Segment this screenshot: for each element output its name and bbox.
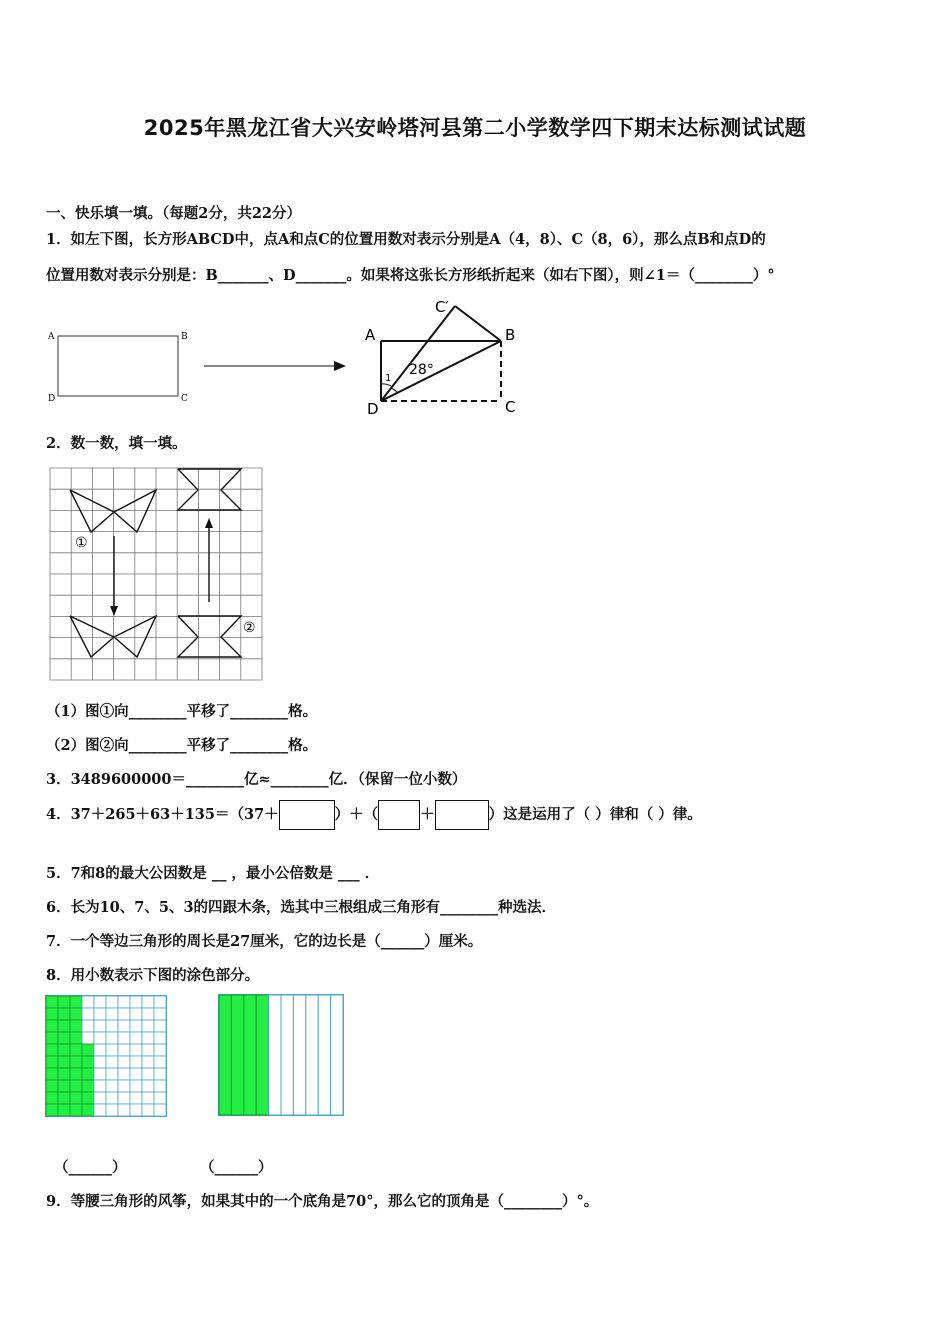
answer-blank-2: （______） xyxy=(200,1159,273,1176)
question-1-line-2: 位置用数对表示分别是：B_______、D_______。如果将这张长方形纸折起来（如右下图），则∠1＝（________）° xyxy=(46,267,775,284)
grid-cell xyxy=(94,1104,106,1116)
page-title: 2025年黑龙江省大兴安岭塔河县第二小学数学四下期末达标测试试题 xyxy=(143,116,807,140)
grid-cell xyxy=(46,1044,58,1056)
grid-cell xyxy=(70,1104,82,1116)
question-2-sub-2: （2）图②向________平移了________格。 xyxy=(46,737,318,754)
blank-box-2[interactable] xyxy=(378,800,420,830)
grid-cell xyxy=(106,996,118,1008)
grid-cell xyxy=(58,1056,70,1068)
grid-cell xyxy=(118,1044,130,1056)
grid-cell xyxy=(82,1104,94,1116)
grid-cell xyxy=(82,996,94,1008)
grid-cell xyxy=(70,1080,82,1092)
label-d: D xyxy=(48,394,56,404)
grid-cell xyxy=(142,1056,154,1068)
grid-cell xyxy=(82,1080,94,1092)
grid-cell xyxy=(142,1068,154,1080)
grid-cell xyxy=(130,1044,142,1056)
grid-cell xyxy=(58,1032,70,1044)
grid-cell xyxy=(58,1008,70,1020)
grid-cell xyxy=(58,1092,70,1104)
grid-cell xyxy=(82,1032,94,1044)
grid-cell xyxy=(94,1032,106,1044)
grid-cell xyxy=(154,996,166,1008)
tenth-strip xyxy=(293,995,305,1115)
grid-cell xyxy=(94,1020,106,1032)
grid-cell xyxy=(70,1008,82,1020)
grid-cell xyxy=(142,1104,154,1116)
grid-cell xyxy=(106,1080,118,1092)
tenth-strip xyxy=(256,995,268,1115)
grid-cell xyxy=(106,1104,118,1116)
grid-cell xyxy=(130,1020,142,1032)
grid-cell xyxy=(154,1104,166,1116)
grid-cell xyxy=(46,1056,58,1068)
grid-cell xyxy=(58,1068,70,1080)
grid-cell xyxy=(70,1056,82,1068)
grid-cell xyxy=(94,1080,106,1092)
tenth-strip xyxy=(219,995,231,1115)
grid-cell xyxy=(154,1080,166,1092)
grid-cell xyxy=(46,1092,58,1104)
grid-cell xyxy=(94,1044,106,1056)
grid-cell xyxy=(82,1008,94,1020)
grid-cell xyxy=(154,1032,166,1044)
question-8: 8．用小数表示下图的涂色部分。 xyxy=(46,967,260,984)
q4-part-1: 4．37＋265＋63＋135＝（37＋ xyxy=(46,806,279,823)
tenth-strip xyxy=(269,995,281,1115)
rectangle-abcd-figure xyxy=(44,328,194,408)
q4-part-2: ）＋（ xyxy=(334,806,379,823)
grid-cell xyxy=(118,996,130,1008)
question-2-sub-1: （1）图①向________平移了________格。 xyxy=(46,703,318,720)
grid-cell xyxy=(154,1068,166,1080)
grid-cell xyxy=(46,1008,58,1020)
grid-cell xyxy=(46,1020,58,1032)
q4-part-3: ＋ xyxy=(420,806,435,823)
angle-one-label: 1 xyxy=(385,373,392,384)
grid-cell xyxy=(118,1056,130,1068)
fold-label-d: D xyxy=(367,400,379,418)
blank-box-3[interactable] xyxy=(435,800,489,830)
grid-cell xyxy=(94,1068,106,1080)
hundred-grid-figure xyxy=(45,995,169,1119)
question-9: 9．等腰三角形的风筝，如果其中的一个底角是70°，那么它的顶角是（________）°。 xyxy=(46,1193,599,1210)
tenth-strip xyxy=(318,995,330,1115)
folded-rectangle-figure xyxy=(355,292,535,422)
label-a: A xyxy=(48,332,55,342)
question-2: 2．数一数，填一填。 xyxy=(46,435,187,452)
grid-cell xyxy=(70,1044,82,1056)
grid-cell xyxy=(70,1092,82,1104)
tenths-figure xyxy=(217,993,347,1119)
translation-grid-figure xyxy=(46,464,268,684)
grid-cell xyxy=(70,1032,82,1044)
grid-cell xyxy=(130,1092,142,1104)
blank-box-1[interactable] xyxy=(279,800,335,830)
grid-cell xyxy=(130,1056,142,1068)
grid-cell xyxy=(118,1092,130,1104)
grid-cell xyxy=(118,1080,130,1092)
grid-cell xyxy=(106,1068,118,1080)
grid-cell xyxy=(58,996,70,1008)
grid-cell xyxy=(58,1080,70,1092)
grid-cell xyxy=(142,1032,154,1044)
grid-cell xyxy=(106,1020,118,1032)
grid-cell xyxy=(118,1068,130,1080)
grid-cell xyxy=(154,1044,166,1056)
grid-cell xyxy=(154,1020,166,1032)
grid-cell xyxy=(106,1008,118,1020)
grid-cell xyxy=(70,1020,82,1032)
grid-cell xyxy=(142,1020,154,1032)
grid-cell xyxy=(130,996,142,1008)
grid-cell xyxy=(46,1032,58,1044)
grid-cell xyxy=(142,1044,154,1056)
grid-cell xyxy=(118,1008,130,1020)
grid-cell xyxy=(46,1080,58,1092)
grid-cell xyxy=(130,1008,142,1020)
fold-label-c: C xyxy=(505,398,516,416)
section-heading: 一、快乐填一填。（每题2分，共22分） xyxy=(46,205,302,222)
figure-2-label: ② xyxy=(243,620,256,636)
grid-cell xyxy=(58,1104,70,1116)
grid-cell xyxy=(154,1092,166,1104)
tenth-strip xyxy=(281,995,293,1115)
grid-cell xyxy=(142,1080,154,1092)
grid-cell xyxy=(118,1020,130,1032)
label-c: C xyxy=(181,394,188,404)
grid-cell xyxy=(94,996,106,1008)
grid-cell xyxy=(82,1092,94,1104)
grid-cell xyxy=(154,1008,166,1020)
grid-cell xyxy=(106,1044,118,1056)
question-6: 6．长为10、7、5、3的四跟木条，选其中三根组成三角形有________种选法． xyxy=(46,899,557,916)
grid-cell xyxy=(142,1008,154,1020)
grid-cell xyxy=(94,1056,106,1068)
question-4 xyxy=(46,800,702,830)
grid-cell xyxy=(142,996,154,1008)
grid-cell xyxy=(46,1104,58,1116)
angle-label: 28° xyxy=(409,362,434,378)
grid-cell xyxy=(130,1104,142,1116)
fold-label-c-prime: C′ xyxy=(435,298,449,316)
grid-cell xyxy=(154,1056,166,1068)
q4-part-4: ）这是运用了（ ）律和（ ）律。 xyxy=(488,806,702,823)
grid-cell xyxy=(82,1068,94,1080)
grid-cell xyxy=(70,1068,82,1080)
question-3: 3．3489600000＝________亿≈________亿．（保留一位小数） xyxy=(46,771,467,788)
grid-cell xyxy=(82,1020,94,1032)
fold-label-a: A xyxy=(365,326,376,344)
grid-cell xyxy=(130,1080,142,1092)
label-b: B xyxy=(181,332,188,342)
tenth-strip xyxy=(331,995,343,1115)
tenth-strip xyxy=(231,995,243,1115)
tenth-strip xyxy=(306,995,318,1115)
question-1-line-1: 1．如左下图，长方形ABCD中，点A和点C的位置用数对表示分别是A（4，8）、C（8，6），那么点B和点D的 xyxy=(46,231,766,248)
tenth-strip xyxy=(244,995,256,1115)
grid-cell xyxy=(58,1044,70,1056)
grid-cell xyxy=(106,1056,118,1068)
grid-cell xyxy=(118,1032,130,1044)
answer-blank-1: （______） xyxy=(54,1159,127,1176)
grid-cell xyxy=(82,1044,94,1056)
question-7: 7．一个等边三角形的周长是27厘米，它的边长是（______）厘米。 xyxy=(46,933,483,950)
grid-cell xyxy=(58,1020,70,1032)
grid-cell xyxy=(130,1032,142,1044)
grid-cell xyxy=(46,1068,58,1080)
grid-cell xyxy=(94,1008,106,1020)
grid-cell xyxy=(70,996,82,1008)
grid-cell xyxy=(106,1032,118,1044)
grid-cell xyxy=(94,1092,106,1104)
grid-cell xyxy=(118,1104,130,1116)
question-5: 5．7和8的最大公因数是 __ ，最小公倍数是 ___ ． xyxy=(46,865,380,882)
fold-label-b: B xyxy=(505,326,516,344)
figure-1-label: ① xyxy=(75,535,88,551)
grid-cell xyxy=(130,1068,142,1080)
grid-cell xyxy=(82,1056,94,1068)
grid-cell xyxy=(142,1092,154,1104)
grid-cell xyxy=(106,1092,118,1104)
grid-cell xyxy=(46,996,58,1008)
arrow-right xyxy=(200,356,350,376)
